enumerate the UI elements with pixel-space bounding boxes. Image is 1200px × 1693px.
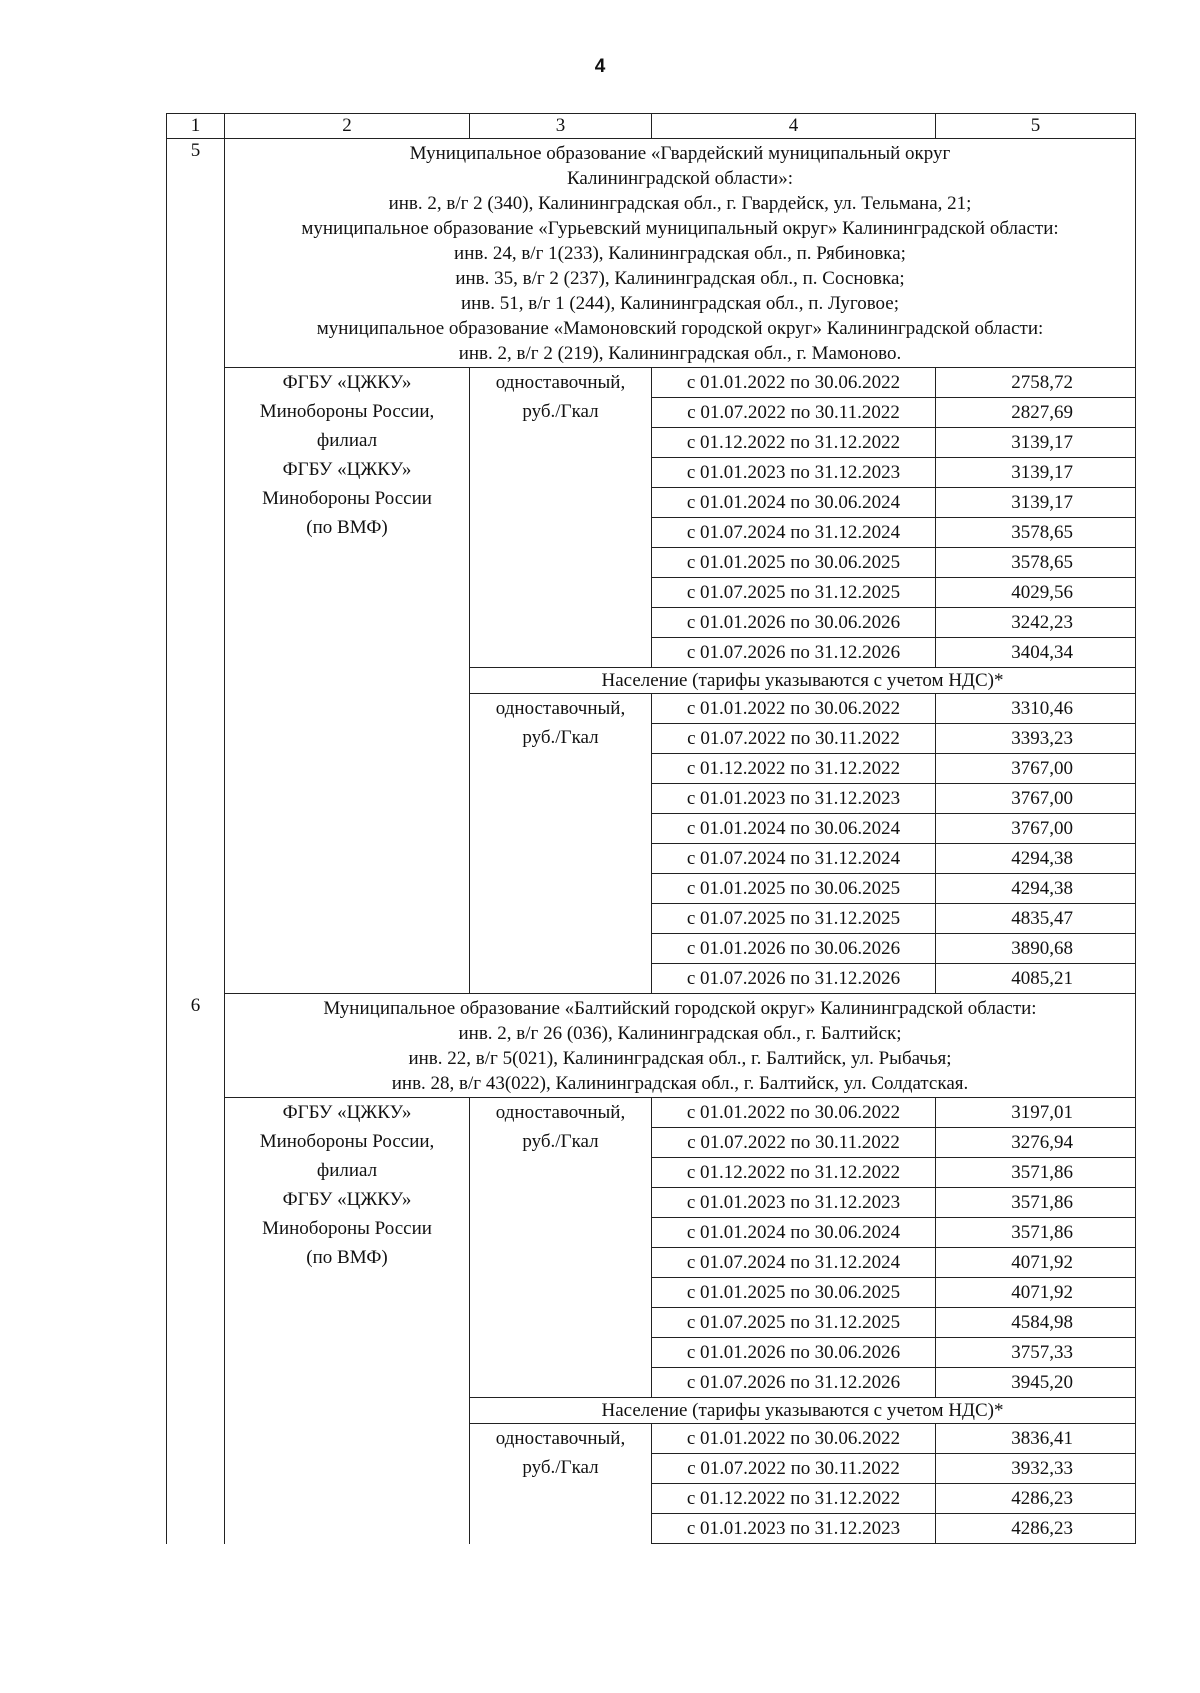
tariff-value: 3932,33: [936, 1454, 1136, 1484]
tariff-value: 4286,23: [936, 1484, 1136, 1514]
tariff-period: с 01.07.2025 по 31.12.2025: [652, 578, 936, 608]
tariff-value: 3139,17: [936, 458, 1136, 488]
tariff-period: с 01.12.2022 по 31.12.2022: [652, 428, 936, 458]
tariff-value: 3242,23: [936, 608, 1136, 638]
organization-line: ФГБУ «ЦЖКУ»: [282, 1102, 412, 1123]
tariff-type: [470, 368, 652, 668]
tariff-period: с 01.07.2026 по 31.12.2026: [652, 1368, 936, 1398]
column-number-row: [167, 114, 1136, 139]
tariff-type-line: одноставочный,: [495, 698, 626, 719]
tariff-period: с 01.01.2024 по 30.06.2024: [652, 488, 936, 518]
tariff-period: с 01.01.2024 по 30.06.2024: [652, 814, 936, 844]
tariff-period: с 01.07.2022 по 30.11.2022: [652, 1128, 936, 1158]
municipality-description: [225, 994, 1136, 1098]
tariff-value: 3767,00: [936, 814, 1136, 844]
tariff-value: 3139,17: [936, 488, 1136, 518]
tariff-period: с 01.07.2022 по 30.11.2022: [652, 398, 936, 428]
page-number: 4: [594, 56, 606, 77]
organization-line: ФГБУ «ЦЖКУ»: [282, 372, 412, 393]
tariff-period: с 01.07.2022 по 30.11.2022: [652, 1454, 936, 1484]
tariff-period: с 01.01.2026 по 30.06.2026: [652, 1338, 936, 1368]
municipality-line: Калининградской области»:: [567, 168, 793, 189]
tariff-value: 4286,23: [936, 1514, 1136, 1544]
column-number-1: 1: [167, 114, 225, 139]
municipality-line: инв. 35, в/г 2 (237), Калининградская обл., п. Сосновка;: [455, 268, 905, 289]
tariff-value: 3571,86: [936, 1188, 1136, 1218]
column-number-5: 5: [936, 114, 1136, 139]
tariff-period: с 01.07.2022 по 30.11.2022: [652, 724, 936, 754]
tariff-period: с 01.07.2024 по 31.12.2024: [652, 1248, 936, 1278]
organization-line: (по ВМФ): [306, 1247, 388, 1268]
organization-line: филиал: [316, 1160, 378, 1181]
organization-line: филиал: [316, 430, 378, 451]
tariff-period: с 01.07.2026 по 31.12.2026: [652, 964, 936, 994]
tariff-value: 3197,01: [936, 1098, 1136, 1128]
tariff-table-body: [167, 114, 1136, 1544]
municipality-line: инв. 2, в/г 2 (219), Калининградская обл., г. Мамоново.: [458, 343, 902, 364]
tariff-period: с 01.01.2025 по 30.06.2025: [652, 874, 936, 904]
section-header-row: [167, 139, 1136, 368]
tariff-value: 3571,86: [936, 1158, 1136, 1188]
tariff-period: с 01.01.2025 по 30.06.2025: [652, 548, 936, 578]
tariff-value: 3890,68: [936, 934, 1136, 964]
tariff-type: [470, 694, 652, 994]
column-number-4: 4: [652, 114, 936, 139]
population-label: Население (тарифы указываются с учетом НДС)*: [470, 1398, 1136, 1424]
organization-line: Минобороны России: [262, 1218, 432, 1239]
municipality-line: инв. 51, в/г 1 (244), Калининградская обл., п. Луговое;: [461, 293, 899, 314]
tariff-period: с 01.12.2022 по 31.12.2022: [652, 1484, 936, 1514]
municipality-line: Муниципальное образование «Гвардейский муниципальный округ: [409, 143, 951, 164]
tariff-value: 3578,65: [936, 518, 1136, 548]
tariff-period: с 01.01.2022 по 30.06.2022: [652, 368, 936, 398]
tariff-value: 3571,86: [936, 1218, 1136, 1248]
section-number: 6: [167, 994, 225, 1544]
tariff-period: с 01.01.2022 по 30.06.2022: [652, 694, 936, 724]
tariff-type-line: руб./Гкал: [522, 727, 599, 748]
tariff-value: 4835,47: [936, 904, 1136, 934]
column-number-3: 3: [470, 114, 652, 139]
tariff-period: с 01.01.2022 по 30.06.2022: [652, 1424, 936, 1454]
tariff-value: 3945,20: [936, 1368, 1136, 1398]
tariff-period: с 01.01.2026 по 30.06.2026: [652, 608, 936, 638]
tariff-type-line: одноставочный,: [495, 372, 626, 393]
tariff-period: с 01.01.2022 по 30.06.2022: [652, 1098, 936, 1128]
municipality-line: инв. 24, в/г 1(233), Калининградская обл., п. Рябиновка;: [454, 243, 906, 264]
tariff-period: с 01.01.2023 по 31.12.2023: [652, 458, 936, 488]
tariff-value: 3276,94: [936, 1128, 1136, 1158]
municipality-line: Муниципальное образование «Балтийский городской округ» Калининградской области:: [323, 998, 1037, 1019]
tariff-value: 4085,21: [936, 964, 1136, 994]
tariff-value: 3393,23: [936, 724, 1136, 754]
tariff-value: 3757,33: [936, 1338, 1136, 1368]
organization-line: (по ВМФ): [306, 517, 388, 538]
tariff-period: с 01.12.2022 по 31.12.2022: [652, 754, 936, 784]
tariff-value: 3404,34: [936, 638, 1136, 668]
tariff-row: [167, 1098, 1136, 1128]
tariff-type-line: руб./Гкал: [522, 1131, 599, 1152]
tariff-value: 3310,46: [936, 694, 1136, 724]
tariff-type-line: одноставочный,: [495, 1102, 626, 1123]
tariff-period: с 01.01.2024 по 30.06.2024: [652, 1218, 936, 1248]
tariff-type-line: руб./Гкал: [522, 1457, 599, 1478]
tariff-period: с 01.01.2025 по 30.06.2025: [652, 1278, 936, 1308]
tariff-row: [167, 368, 1136, 398]
tariff-period: с 01.01.2026 по 30.06.2026: [652, 934, 936, 964]
municipality-line: инв. 2, в/г 2 (340), Калининградская обл., г. Гвардейск, ул. Тельмана, 21;: [388, 193, 972, 214]
tariff-period: с 01.01.2023 по 31.12.2023: [652, 1514, 936, 1544]
tariff-value: 4071,92: [936, 1278, 1136, 1308]
tariff-value: 2758,72: [936, 368, 1136, 398]
tariff-period: с 01.07.2024 по 31.12.2024: [652, 518, 936, 548]
tariff-period: с 01.07.2024 по 31.12.2024: [652, 844, 936, 874]
tariff-value: 3836,41: [936, 1424, 1136, 1454]
tariff-value: 2827,69: [936, 398, 1136, 428]
tariff-type: [470, 1098, 652, 1398]
municipality-description: [225, 139, 1136, 368]
tariff-table: [166, 113, 1136, 1544]
organization-line: ФГБУ «ЦЖКУ»: [282, 1189, 412, 1210]
tariff-type: [470, 1424, 652, 1544]
organization-line: Минобороны России: [262, 488, 432, 509]
tariff-period: с 01.07.2026 по 31.12.2026: [652, 638, 936, 668]
section-header-row: [167, 994, 1136, 1098]
tariff-period: с 01.01.2023 по 31.12.2023: [652, 1188, 936, 1218]
organization-name: [225, 368, 470, 994]
tariff-period: с 01.07.2025 по 31.12.2025: [652, 1308, 936, 1338]
tariff-value: 3578,65: [936, 548, 1136, 578]
tariff-value: 3767,00: [936, 784, 1136, 814]
municipality-line: инв. 22, в/г 5(021), Калининградская обл., г. Балтийск, ул. Рыбачья;: [408, 1048, 952, 1069]
organization-name: [225, 1098, 470, 1544]
tariff-value: 3139,17: [936, 428, 1136, 458]
tariff-value: 3767,00: [936, 754, 1136, 784]
tariff-period: с 01.07.2025 по 31.12.2025: [652, 904, 936, 934]
municipality-line: инв. 28, в/г 43(022), Калининградская обл., г. Балтийск, ул. Солдатская.: [391, 1073, 969, 1094]
column-number-2: 2: [225, 114, 470, 139]
tariff-type-line: одноставочный,: [495, 1428, 626, 1449]
municipality-line: муниципальное образование «Гурьевский муниципальный округ» Калининградской области:: [301, 218, 1059, 239]
organization-line: Минобороны России,: [259, 401, 435, 422]
organization-line: ФГБУ «ЦЖКУ»: [282, 459, 412, 480]
tariff-type-line: руб./Гкал: [522, 401, 599, 422]
tariff-period: с 01.01.2023 по 31.12.2023: [652, 784, 936, 814]
tariff-value: 4071,92: [936, 1248, 1136, 1278]
tariff-value: 4294,38: [936, 844, 1136, 874]
population-label: Население (тарифы указываются с учетом НДС)*: [470, 668, 1136, 694]
tariff-value: 4584,98: [936, 1308, 1136, 1338]
organization-line: Минобороны России,: [259, 1131, 435, 1152]
municipality-line: муниципальное образование «Мамоновский городской округ» Калининградской области:: [316, 318, 1044, 339]
tariff-value: 4294,38: [936, 874, 1136, 904]
tariff-value: 4029,56: [936, 578, 1136, 608]
tariff-period: с 01.12.2022 по 31.12.2022: [652, 1158, 936, 1188]
municipality-line: инв. 2, в/г 26 (036), Калининградская обл., г. Балтийск;: [458, 1023, 902, 1044]
section-number: 5: [167, 139, 225, 994]
